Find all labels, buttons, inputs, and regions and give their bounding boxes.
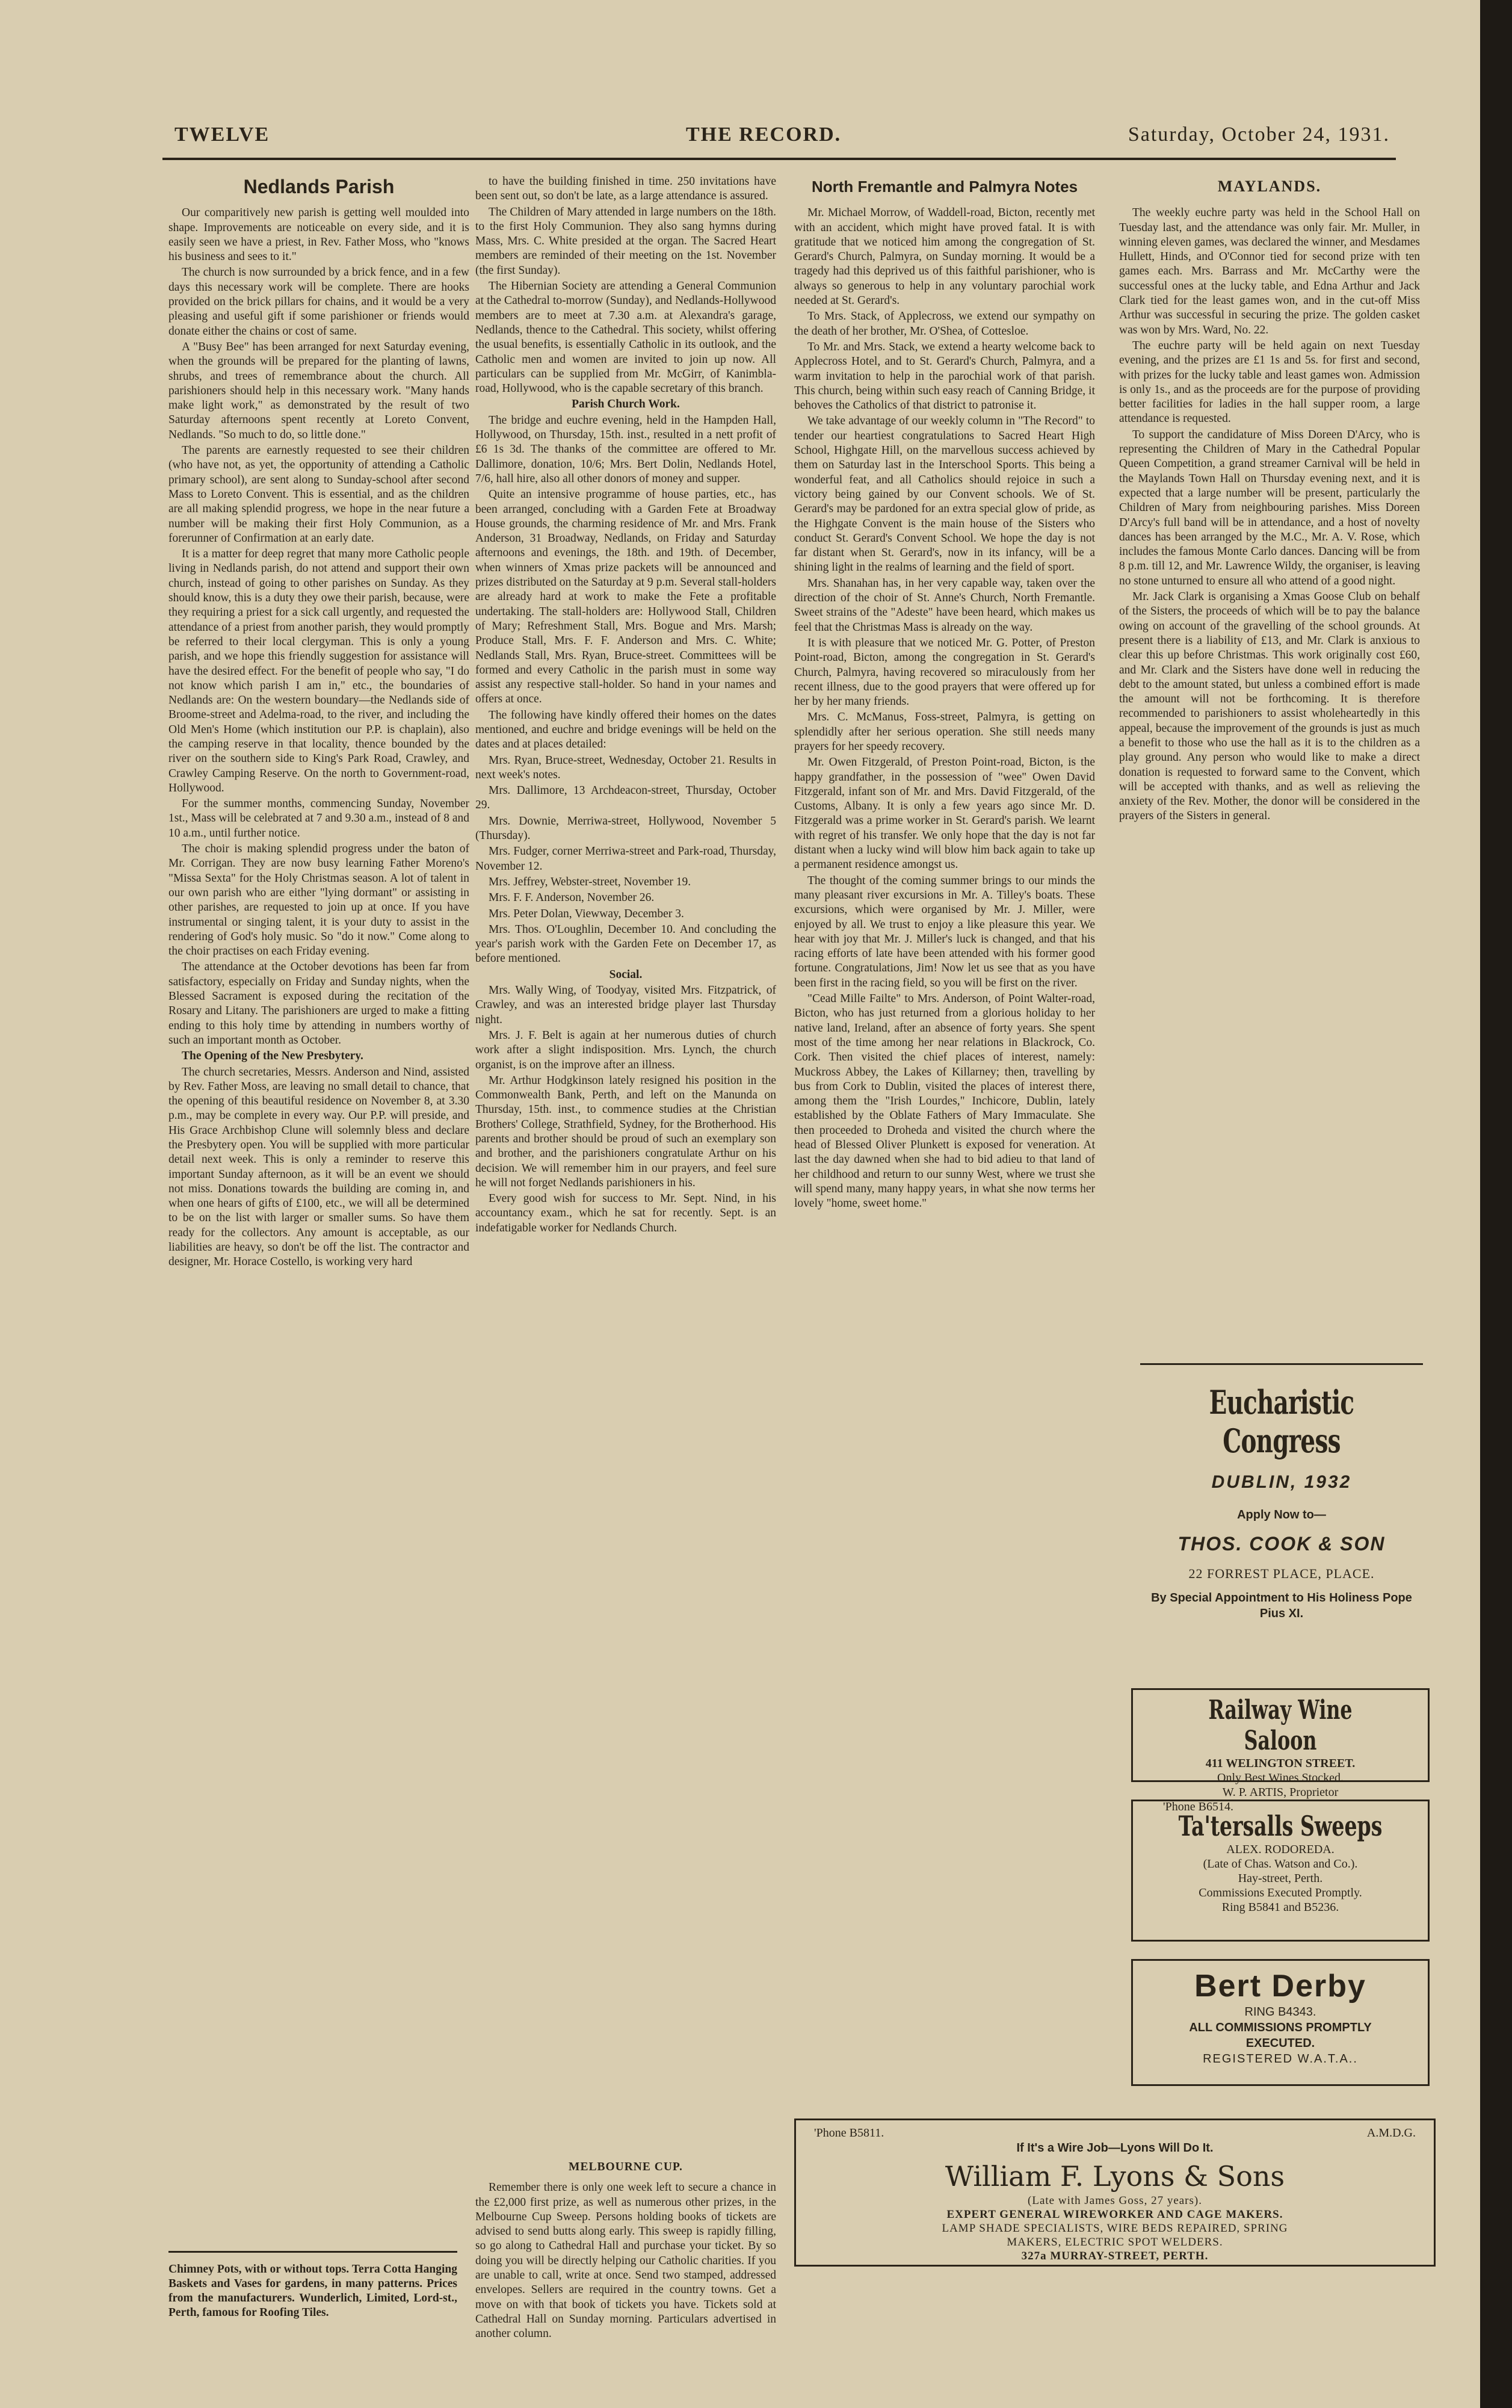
paragraph: Mr. Owen Fitzgerald, of Preston Point-road, Bicton, is the happy grandfather, in the possession of "wee" Owen David Fitzgerald, infant son of Mr. and Mrs. David Fitzgerald, of the Customs, Albany. It is only a few years ago since Mr. D. Fitzgerald was a prime worker in St. Gerard's parish. We learnt with regret of his transfer. We only hope that the day is not far distant when a lucky wind will blow him back again to take up a permanent residence amongst us. (794, 756, 1095, 871)
paragraph: A "Busy Bee" has been arranged for next Saturday evening, when the grounds will be prepared for the planting of lawns, shrubs, and trees of remembrance about the church. All parishioners should help in this necessary work. "Many hands make light work," as demonstrated by the result of two Saturday afternoons spent recently at Loreto Convent, Nedlands. "So much to do, so little done." (168, 340, 469, 441)
railway-line: 411 WELINGTON STREET. (1205, 1757, 1356, 1770)
lyons-phone: 'Phone B5811. (814, 2126, 884, 2140)
paragraph: The weekly euchre party was held in the School Hall on Tuesday last, and the attendance was only fair. Mr. Muller, in winning eleven games, was declared the winner, and Mesdames Hullett, Hinds, and O'Connor tied for second prize with ten games each. Mrs. Barrass and Mr. McCarthy were the successful ones at the lucky table, and Edna Arthur and Jack Clark tied for the least games won, and in the cut-off Miss Arthur was successful in securing the prize. The golden casket was won by Mrs. Ward, No. 22. (1119, 206, 1420, 336)
paragraph: The choir is making splendid progress under the baton of Mr. Corrigan. They are now busy learning Father Moreno's "Missa Sexta" for the Holy Christmas season. A lot of talent in our own parish who are either "lying dormant" or assisting in other parishes, are requested to join up at once. If you have instrumental or singing talent, it is your duty to assist in the rendering of God's holy music. So "do it now." Come along to the choir practises on each Friday evening. (168, 843, 469, 958)
paragraph: Mr. Jack Clark is organising a Xmas Goose Club on behalf of the Sisters, the proceeds of which will be to pay the balance owing on account of the gravelling of the school grounds. At present there is a liability of £13, and Mr. Clark is anxious to clear this up before Christmas. This work originally cost £60, and Mr. Clark and the Sisters have done well in reducing the debt to the amount stated, but unless a combined effort is made the amount will not be forthcoming. It is therefore recommended to parishioners to assist wholeheartedly in this appeal, because the improvement of the grounds is just as much a benefit to those who use the hall as it is to the children as a play ground. Any person who would like to make a direct donation is requested to forward same to the Convent, which will be accepted with thanks, and as well as relieving the anxiety of the Rev. Mother, the donor will be considered in the prayers of the Sisters in general. (1119, 590, 1420, 823)
railway-title: Railway Wine Saloon (1208, 1695, 1353, 1756)
railway-line: Only Best Wines Stocked. (1217, 1771, 1344, 1784)
paragraph: Mrs. C. McManus, Foss-street, Palmyra, is getting on splendidly after her serious operation. She still needs many prayers for her speedy recovery. (794, 711, 1095, 753)
lyons-title: William F. Lyons & Sons (945, 2160, 1285, 2193)
congress-apply: Apply Now to— (1237, 1508, 1326, 1521)
paragraph: To Mr. and Mrs. Stack, we extend a hearty welcome back to Applecross Hotel, and to St. Gerard's Church, Palmyra, and a warm invitation to help in the parochial work of that parish. This church, being within such easy reach of Canning Bridge, it behoves the Catholics of that district to patronise it. (794, 340, 1095, 412)
social-subhead: Social. (609, 968, 643, 981)
masthead-rule (162, 158, 1396, 160)
paragraph: Our comparitively new parish is getting well moulded into shape. Improvements are noticeable on every side, and it is easily seen we have a priest, in Rev. Father Moss, who "knows his business and sees to it." (168, 206, 469, 264)
column-nedlands (168, 175, 469, 1271)
paragraph: The church secretaries, Messrs. Anderson and Nind, assisted by Rev. Father Moss, are leaving no small detail to chance, that the opening of this beautiful residence on November 8, at 3.30 p.m., may be complete in every way. Our P.P. will preside, and His Grace Archbishop Clune will solemnly bless and declare the Presbytery open. You will be supplied with more particular detail next week. This is only a reminder to reserve this important Sunday afternoon, as it will be an event we should not miss. Donations towards the building are coming in, and when one hears of gifts of £100, etc., we will all be determined to be on the list with larger or smaller sums. So have them ready for the collectors. Any amount is acceptable, as our liabilities are heavy, so don't be off the list. The contractor and designer, Mr. Horace Costello, is working very hard (168, 1065, 469, 1269)
paragraph: to have the building finished in time. 250 invitations have been sent out, so don't be late, as a large attendance is assured. (475, 175, 776, 203)
chimney-pots-ad: Chimney Pots, with or without tops. Terra Cotta Hanging Baskets and Vases for gardens, in many patterns. Prices from the manufacturers. Wunderlich, Limited, Lord-st., Perth, famous for Roofing Tiles. (168, 2251, 457, 2320)
paragraph: We take advantage of our weekly column in "The Record" to tender our heartiest congratulations to Sacred Heart High School, Highgate Hill, on the marvellous success achieved by them on Saturday last in the Interschool Sports. This being a wonderful feat, and all Catholics should rejoice in such a victory being gained by our Convent schools. We of St. Gerard's may be pardoned for an extra special glow of pride, as the Highgate Convent is the main house of the Sisters who conduct St. Gerard's Convent School. We hope the day is not far distant when St. Gerard's, now in its infancy, will be a shining light in the realms of learning and the field of sport. (794, 415, 1095, 574)
paragraph: Mrs. Peter Dolan, Viewway, December 3. (489, 907, 684, 920)
congress-agent: THOS. COOK & SON (1177, 1533, 1386, 1555)
paragraph: For the summer months, commencing Sunday, November 1st., Mass will be celebrated at 7 and 9.30 a.m., instead of 8 and 10 a.m., until further notice. (168, 797, 469, 840)
congress-address: 22 FORREST PLACE, PLACE. (1188, 1566, 1375, 1581)
derby-line: ALL COMMISSIONS PROMPTLY (1189, 2021, 1372, 2034)
eucharistic-congress-ad (1125, 1363, 1438, 1633)
column-nedlands-cont (475, 175, 776, 1237)
divider (1140, 1363, 1423, 1365)
column-north-fremantle (794, 175, 1095, 1212)
masthead (174, 123, 1390, 159)
bert-derby-ad (1131, 1959, 1430, 2086)
paragraph: "Cead Mille Failte" to Mrs. Anderson, of Point Walter-road, Bicton, who has just returned from a glorious holiday to her native land, Ireland, after an absence of forty years. She spent most of the time among her near relations in Blackrock, Co. Cork. Then visited the chief places of interest, namely: Muckross Abbey, the Lakes of Killarney; then, travelling by bus from Cork to Dublin, visited the places of interest there, among them the "Irish Lourdes," Inchicore, Dublin, lately established by the Oblate Fathers of Mary Immaculate. She then proceeded to Droheda and visited the church where the head of Blessed Oliver Plunkett is exposed for veneration. At last the day dawned when she had to bid adieu to that land of her childhood and return to our sunny West, where we trust she will spend many, many happy years, in what she now terms her lovely "home, sweet home." (794, 992, 1095, 1210)
lyons-amdg: A.M.D.G. (1366, 2126, 1416, 2140)
melbourne-cup-heading: MELBOURNE CUP. (569, 2161, 683, 2173)
paragraph: The Hibernian Society are attending a General Communion at the Cathedral to-morrow (Sunday), and Nedlands-Hollywood members are to meet at 7.30 a.m. at Alexandra's garage, Nedlands, thence to the Cathedral. This society, whilst offering the usual benefits, is essentially Catholic in its outlook, and the Catholic men and women are invited to join up now. All particulars can be supplied from Mr. McGirr, of Kanimbla-road, Hollywood, who is the capable secretary of this branch. (475, 280, 776, 395)
derby-line: RING B4343. (1244, 2005, 1316, 2019)
page-number: TWELVE (174, 123, 270, 146)
paragraph: Mrs. Downie, Merriwa-street, Hollywood, November 5 (Thursday). (475, 814, 776, 843)
paragraph: Mrs. Thos. O'Loughlin, December 10. And concluding the year's parish work with the Garden Fete on December 17, as before mentioned. (475, 923, 776, 965)
paragraph: Mr. Arthur Hodgkinson lately resigned his position in the Commonwealth Bank, Perth, and left on the Manunda on Thursday, 15th. inst., to commence studies at the Christian Brothers' College, Strathfield, Sydney, for the Brotherhood. His parents and brother should be proud of such an exemplary son and brother, and the parishioners congratulate Arthur on his decision. We will remember him in our prayers, and feel sure he will not forget Nedlands parishioners in his. (475, 1074, 776, 1189)
tattersalls-line: Commissions Executed Promptly. (1199, 1886, 1362, 1899)
tattersalls-line: ALEX. RODOREDA. (1226, 1843, 1335, 1856)
lyons-line: 327a MURRAY-STREET, PERTH. (1021, 2250, 1209, 2262)
paragraph: The church is now surrounded by a brick fence, and in a few days this necessary work will be complete. There are hooks provided on the brick pillars for chains, and it would be a very pleasing and useful gift if some parishioner or friends would donate either the chains or cost of same. (168, 266, 469, 338)
north-fremantle-heading: North Fremantle and Palmyra Notes (811, 178, 1078, 196)
paragraph: The Children of Mary attended in large numbers on the 18th. to the first Holy Communion. They also sang hymns during Mass, Mrs. C. White presided at the organ. The Sacred Heart members are reminded of their meeting on the 1st. November (the first Sunday). (475, 205, 776, 277)
derby-line: REGISTERED W.A.T.A.. (1203, 2052, 1358, 2066)
congress-title: Eucharistic Congress (1209, 1383, 1354, 1460)
lyons-line: EXPERT GENERAL WIREWORKER AND CAGE MAKERS. (946, 2208, 1283, 2221)
paragraph: Quite an intensive programme of house parties, etc., has been arranged, concluding with a Garden Fete at Broadway House grounds, the charming residence of Mr. and Mrs. Frank Anderson, 31 Broadway, Nedlands, on Friday and Saturday afternoons and evenings, the 18th. and 19th. of December, when winners of Xmas prize packets will be announced and prizes distributed on the Saturday at 9 p.m. Several stall-holders are already hard at work to make the Fete a profitable undertaking. The stall-holders are: Hollywood Stall, Children of Mary; Refreshment Stall, Mrs. Bogue and Mrs. Marsh; Produce Stall, Mrs. F. F. Anderson and Mrs. C. White; Nedlands Stall, Mrs. Ryan, Bruce-street. Committees will be formed and every Catholic in the parish must in some way assist any respective stall-holder. So hand in your names and offers at once. (475, 488, 776, 706)
paragraph: Mrs. Jeffrey, Webster-street, November 19. (489, 875, 691, 888)
railway-phone: 'Phone B6514. (1163, 1800, 1233, 1813)
lyons-line: MAKERS, ELECTRIC SPOT WELDERS. (1007, 2236, 1223, 2249)
paragraph: It is with pleasure that we noticed Mr. G. Potter, of Preston Point-road, Bicton, among the congregation in St. Gerard's Church, Palmyra, having recovered so miraculously from her recent illness, due to the good prayers that were offered up for her by her many friends. (794, 636, 1095, 708)
congress-appointment: By Special Appointment to His Holiness Pope Pius XI. (1151, 1591, 1412, 1620)
paragraph: To Mrs. Stack, of Applecross, we extend our sympathy on the death of her brother, Mr. O'Shea, of Cottesloe. (794, 310, 1095, 338)
lyons-top-row (796, 2120, 1434, 2140)
paragraph: Mrs. Wally Wing, of Toodyay, visited Mrs. Fitzpatrick, of Crawley, and was an interested bridge player last Thursday night. (475, 984, 776, 1026)
derby-line: EXECUTED. (1245, 2037, 1315, 2050)
tattersalls-line: (Late of Chas. Watson and Co.). (1203, 1857, 1358, 1871)
paragraph: It is a matter for deep regret that many more Catholic people living in Nedlands parish, do not attend and support their own church, instead of going to other parishes on Sunday. As they should know, this is a duty they owe their parish, because, were they requiring a priest for a sick call urgently, and requested the attendance of a priest from another parish, they would promptly be referred to their local clergyman. This is only a young parish, and we hope this friendly suggestion for assistance will have the desired effect. For the benefit of people who say, "I do not know which parish I am in," etc., the boundaries of Nedlands are: On the western boundary—the Nedlands side of Broome-street and Adelma-road, to the river, and including the Old Men's Home (which institution our P.P. is chaplain), also the camping reserve in that locality, thence bounded by the river on the southern side to King's Park Road, Crawley, and Crawley Camping Reserve. On the north to Government-road, Hollywood. (168, 548, 469, 794)
derby-title: Bert Derby (1194, 1969, 1366, 2004)
maylands-heading: MAYLANDS. (1217, 178, 1322, 195)
railway-line: W. P. ARTIS, Proprietor (1222, 1786, 1339, 1799)
presbytery-subhead: The Opening of the New Presbytery. (182, 1050, 363, 1063)
issue-date: Saturday, October 24, 1931. (1128, 123, 1390, 146)
paragraph: The following have kindly offered their homes on the dates mentioned, and euchre and bridge evenings will be held on the dates and at places detailed: (475, 708, 776, 751)
column-maylands (1119, 175, 1420, 825)
binding-gutter (1480, 0, 1512, 2408)
tattersalls-line: Hay-street, Perth. (1238, 1872, 1323, 1885)
paragraph: Mrs. J. F. Belt is again at her numerous duties of church work after a slight indisposition. Mrs. Lynch, the church organist, is on the improve after an illness. (475, 1029, 776, 1071)
paragraph: Mrs. Dallimore, 13 Archdeacon-street, Thursday, October 29. (475, 784, 776, 812)
paper-title: THE RECORD. (686, 123, 842, 146)
parish-church-work-subhead: Parish Church Work. (572, 398, 680, 411)
lyons-tagline: If It's a Wire Job—Lyons Will Do It. (1016, 2141, 1214, 2155)
paragraph: Remember there is only one week left to secure a chance in the £2,000 first prize, as well as numerous other prizes, in the Melbourne Cup Sweep. Persons holding books of tickets are advised to send butts along early. This sweep is rapidly filling, so go along to Cathedral Hall and purchase your ticket. By so doing you will be directly helping our Catholic charities. If you are unable to call, write at once. Send two stamped, addressed envelopes. Sellers are required in the country towns. Get a move on with that book of tickets you have. Tickets sold at Cathedral Hall on Sunday morning. Particulars advertised in another column. (475, 2181, 776, 2341)
railway-wine-saloon-ad (1131, 1688, 1430, 1813)
paragraph: The bridge and euchre evening, held in the Hampden Hall, Hollywood, on Thursday, 15th. inst., resulted in a nett profit of £6 1s 3d. The thanks of the committee are offered to Mr. Dallimore, donation, 10/6; Mrs. Bert Dolin, Nedlands Hotel, 7/6, hall hire, also all other donors of money and supper. (475, 413, 776, 485)
lyons-line: (Late with James Goss, 27 years). (1028, 2194, 1202, 2207)
paragraph: Mrs. Fudger, corner Merriwa-street and Park-road, Thursday, November 12. (475, 845, 776, 873)
tattersalls-sweeps-ad (1131, 1800, 1430, 1942)
tattersalls-title: Ta'tersalls Sweeps (1178, 1810, 1383, 1842)
tattersalls-line: Ring B5841 and B5236. (1221, 1901, 1339, 1914)
congress-city: DUBLIN, 1932 (1211, 1472, 1352, 1492)
paragraph: Mr. Michael Morrow, of Waddell-road, Bicton, recently met with an accident, which might have proved fatal. It is with gratitude that we noticed him among the congregation of St. Gerard's Church, Palmyra, on Sunday morning. It would be a tragedy had this deprived us of this faithful parishioner, who is always so generous to help in any voluntary parochial work needed at St. Gerard's. (794, 206, 1095, 308)
paragraph: The thought of the coming summer brings to our minds the many pleasant river excursions in Mr. A. Tilley's boats. These excursions, which were organised by Mr. J. Miller, were enjoyed by all. We trust to enjoy a like pleasure this year. We hear with joy that Mr. J. Miller's luck is changed, and that his racing efforts of late have been attended with his former good fortune. Congratulations, Jim! Now let us see that as you have been first in the racing field, so you will be first on the river. (794, 874, 1095, 989)
paragraph: To support the candidature of Miss Doreen D'Arcy, who is representing the Children of Mary in the Cathedral Popular Queen Competition, a grand streamer Carnival will be held in the Maylands Town Hall on Thursday evening next, and it is expected that a large number will be present, particularly the Children of Mary from neighbouring parishes. Miss Doreen D'Arcy's full band will be in attendance, and a host of novelty dances has been arranged by the M.C., Mr. A. V. Rose, which includes the famous Monte Carlo dances. Dancing will be from 8 p.m. till 12, and Mr. Lawrence Wildy, the organiser, is leaving no stone unturned to ensure all who attend of a good night. (1119, 428, 1420, 587)
paragraph: The attendance at the October devotions has been far from satisfactory, especially on Friday and Sunday nights, when the Blessed Sacrament is exposed during the recitation of the Rosary and Litany. The parishioners are urged to make a fitting ending to this holy time by attending in numbers worthy of such an important month as October. (168, 961, 469, 1047)
nedlands-heading: Nedlands Parish (243, 176, 395, 197)
paragraph: Mrs. Ryan, Bruce-street, Wednesday, October 21. Results in next week's notes. (475, 754, 776, 781)
paragraph: The euchre party will be held again on next Tuesday evening, and the prizes are £1 1s and 5s. for first and second, with prizes for the lucky table and least games won. Admission is only 1s., and as the proceeds are for the purpose of providing better facilities for ladies in the hall supper room, a large attendance is requested. (1119, 339, 1420, 426)
melbourne-cup-section (475, 2158, 776, 2342)
lyons-line: LAMP SHADE SPECIALISTS, WIRE BEDS REPAIRED, SPRING (942, 2222, 1288, 2235)
paragraph: Mrs. Shanahan has, in her very capable way, taken over the direction of the choir of St. Anne's Church, North Fremantle. Sweet strains of the "Adeste" have been heard, which makes us feel that the Christmas Mass is already on the way. (794, 577, 1095, 634)
paragraph: The parents are earnestly requested to see their children (who have not, as yet, the opportunity of attending a Catholic primary school), are sent along to Sunday-school after second Mass to Loreto Convent. This is essential, and as the children are all making splendid progress, we hope in the near future a number will be making their first Holy Communion, as a forerunner of Confirmation at an early date. (168, 444, 469, 545)
paragraph: Mrs. F. F. Anderson, November 26. (489, 891, 655, 905)
lyons-wireworker-ad (794, 2119, 1436, 2267)
paragraph: Every good wish for success to Mr. Sept. Nind, in his accountancy exam., which he sat for recently. Sept. is an indefatigable worker for Nedlands Church. (475, 1192, 776, 1234)
